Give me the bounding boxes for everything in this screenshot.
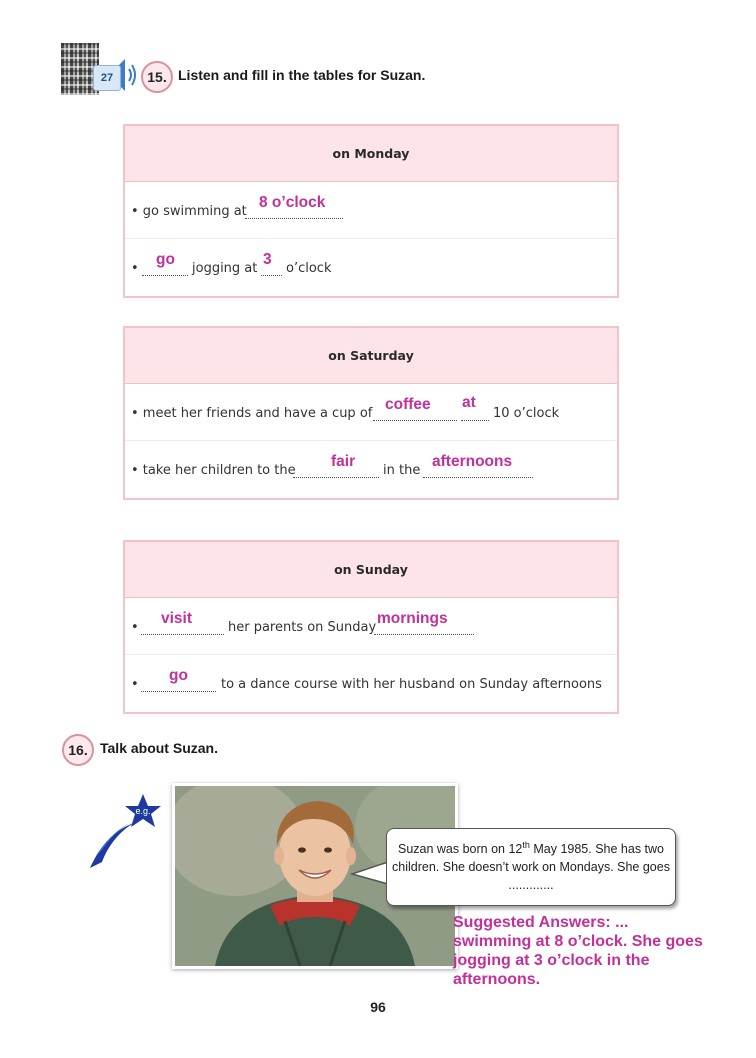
question-number: 15. <box>141 61 173 93</box>
row-text: her parents on Sunday <box>228 620 377 635</box>
suggested-answers: Suggested Answers: ... swimming at 8 o’clock. She goes jogging at 3 o’clock in the afternoons. <box>453 914 703 988</box>
table-row <box>125 598 617 655</box>
row-bullet: • <box>131 677 139 692</box>
row-bullet: • <box>131 261 139 276</box>
table-saturday <box>123 326 619 500</box>
question-title: Listen and fill in the tables for Suzan. <box>178 67 426 83</box>
table-row <box>125 182 617 239</box>
bubble-text-end: May 1985. She has two children. She doesn’t work on Mondays. She goes ............. <box>392 842 670 893</box>
table-monday <box>123 124 619 298</box>
filled-answer: coffee <box>385 396 431 413</box>
table-row <box>125 239 617 295</box>
filled-answer: 8 o’clock <box>259 194 326 211</box>
eg-label: e.g. <box>135 806 151 816</box>
filled-answer: afternoons <box>432 453 513 470</box>
table-sunday <box>123 540 619 714</box>
table-row <box>125 384 617 441</box>
row-text: to a dance course with her husband on Sunday afternoons <box>221 677 602 692</box>
row-text: 10 o’clock <box>493 406 560 421</box>
row-text: • take her children to the <box>131 463 296 478</box>
speech-bubble-tail <box>350 858 390 888</box>
filled-answer: fair <box>331 453 356 470</box>
table-header: on Monday <box>125 126 617 182</box>
row-text: • go swimming at <box>131 204 247 219</box>
filled-answer: 3 <box>263 251 272 268</box>
question-number: 16. <box>62 734 94 766</box>
table-header: on Saturday <box>125 328 617 384</box>
row-text: • meet her friends and have a cup of <box>131 406 373 421</box>
filled-answer: go <box>156 251 175 268</box>
row-text: in the <box>383 463 421 478</box>
shooting-star-icon <box>88 790 168 870</box>
page-number: 96 <box>370 999 386 1015</box>
table-row <box>125 655 617 711</box>
question-title: Talk about Suzan. <box>100 740 218 756</box>
filled-answer: visit <box>161 610 193 627</box>
filled-answer: go <box>169 667 188 684</box>
table-row <box>125 441 617 497</box>
audio-track-badge[interactable]: 27 <box>93 65 121 91</box>
bubble-superscript: th <box>522 840 530 850</box>
table-header: on Sunday <box>125 542 617 598</box>
row-bullet: • <box>131 620 139 635</box>
filled-answer: mornings <box>377 610 448 627</box>
bubble-text-start: Suzan was born on 12 <box>397 842 523 857</box>
filled-answer: at <box>462 394 476 411</box>
speech-bubble <box>386 828 676 906</box>
row-text: o’clock <box>286 261 332 276</box>
row-text: jogging at <box>192 261 258 276</box>
